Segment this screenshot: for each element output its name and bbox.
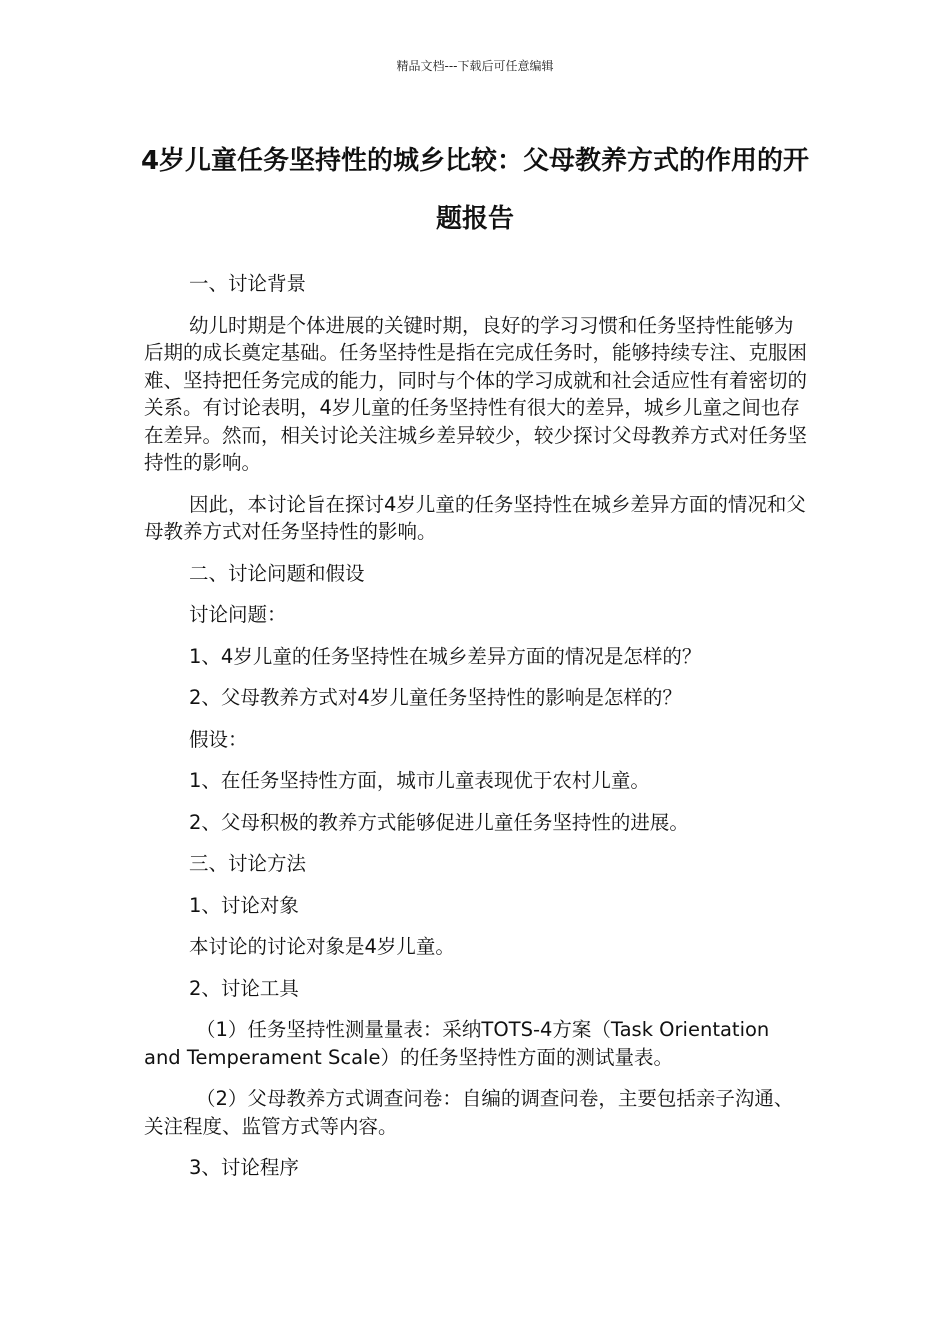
subsection-1-heading: 1、讨论对象 xyxy=(189,893,299,917)
section-1-heading: 一、讨论背景 xyxy=(189,272,307,295)
question-1: 1、4岁儿童的任务坚持性在城乡差异方面的情况是怎样的？ xyxy=(189,644,702,668)
subsection-3-heading: 3、讨论程序 xyxy=(189,1156,299,1179)
section-2-heading: 二、讨论问题和假设 xyxy=(189,561,365,585)
section-3-heading: 三、讨论方法 xyxy=(189,852,307,875)
tool-item-2: （2）父母教养方式调查问卷：自编的调查问卷，主要包括亲子沟通、关注程度、监管方式等内容。 xyxy=(144,1087,794,1138)
section-1-paragraph-2: 因此，本讨论旨在探讨4岁儿童的任务坚持性在城乡差异方面的情况和父母教养方式对任务坚持性的影响。 xyxy=(144,492,806,543)
hypothesis-2: 2、父母积极的教养方式能够促进儿童任务坚持性的进展。 xyxy=(189,810,689,834)
section-1-paragraph-1: 幼儿时期是个体进展的关键时期，良好的学习习惯和任务坚持性能够为后期的成长奠定基础。任务坚持性是指在完成任务时，能够持续专注、克服困难、坚持把任务完成的能力，同时与个体的学习成就和社会适应性有着密切的关系。有讨论表明，4岁儿童的任务坚持性有很大的差异，城乡儿童之间也存在差异。然而，相关讨论关注城乡差异较少，较少探讨父母教养方式对任务坚持性的影响。 xyxy=(144,313,808,474)
question-2: 2、父母教养方式对4岁儿童任务坚持性的影响是怎样的？ xyxy=(189,686,682,709)
questions-label: 讨论问题： xyxy=(189,603,287,626)
tool-item-1: （1）任务坚持性测量量表：采纳TOTS-4方案（Task Orientation and Temperament Scale）的任务坚持性方面的测试量表。 xyxy=(144,1018,770,1069)
page-header: 精品文档---下载后可任意编辑 xyxy=(396,59,554,73)
subsection-1-text: 本讨论的讨论对象是4岁儿童。 xyxy=(189,935,455,958)
document-title: 4岁儿童任务坚持性的城乡比较：父母教养方式的作用的开题报告 xyxy=(140,146,810,234)
hypothesis-1: 1、在任务坚持性方面，城市儿童表现优于农村儿童。 xyxy=(189,769,650,792)
subsection-2-heading: 2、讨论工具 xyxy=(189,976,299,1000)
hypothesis-label: 假设： xyxy=(189,727,248,751)
document-body xyxy=(144,270,810,1196)
